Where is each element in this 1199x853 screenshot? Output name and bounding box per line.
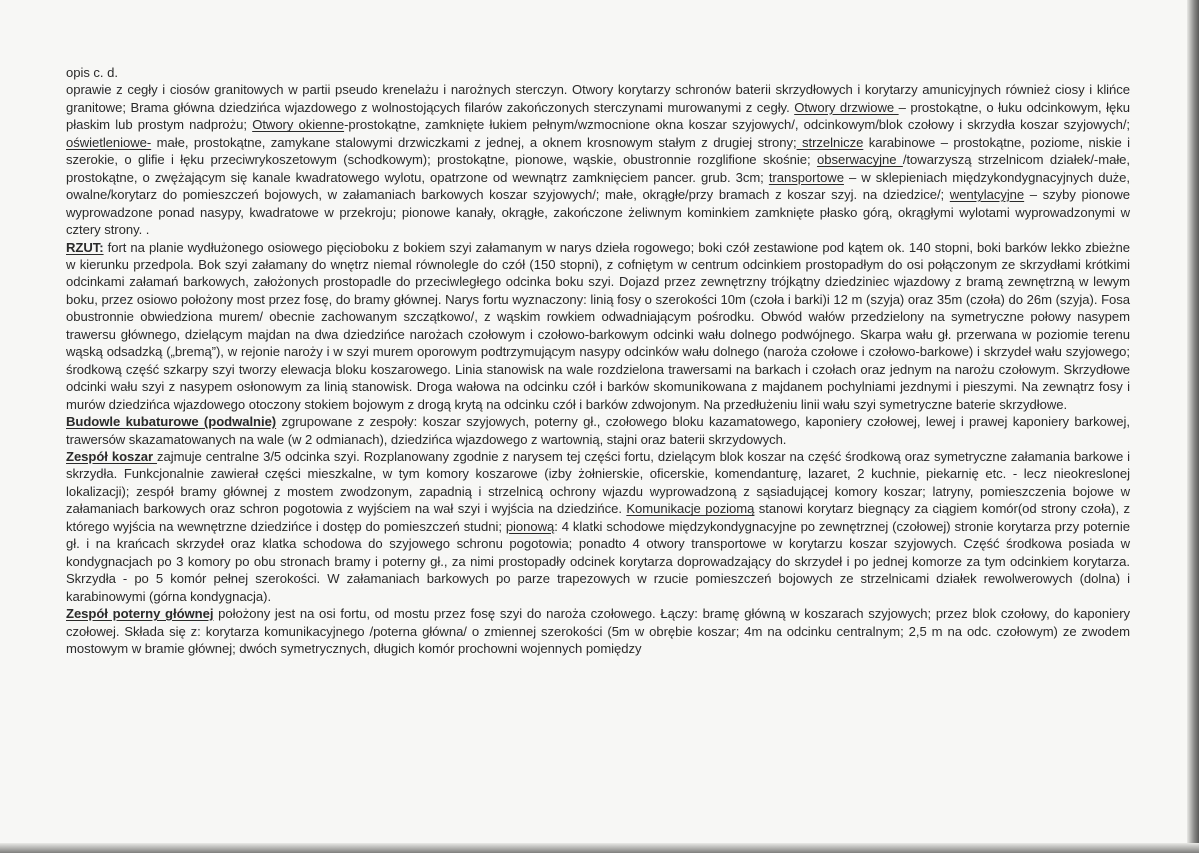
scan-edge-right [1187,0,1199,853]
text-run: stanowi korytarz biegnący za ciągiem komór(od strony czoła), z którego wyjścia na wewnętrzne dziedzińce i dostęp do pomieszczeń studni; [66,501,1130,534]
page-heading: opis c. d. [66,65,118,80]
text-run: – szyby pionowe wyprowadzone ponad nasypy, kwadratowe w przekroju; pionowe kanały, okrągłe, zakończone żeliwnym kominkiem zamknięte płasko górą, okrągłymi wylotami wyprowadzonymi w cztery strony. . [66,187,1130,238]
term-lighting-openings: oświetleniowe- [66,134,152,150]
text-run: -prostokątne, zamknięte łukiem pełnym/wzmocnione okna koszar szyjowych/, odcinkowym/blok czołowy i skrzydła koszar szyjowych/; [344,117,1130,133]
document-page [66,64,1130,657]
text-run: małe, prostokątne, zamykane stalowymi drzwiczkami z jednej, a oknem krosnowym stałym z drugiej strony; [151,134,797,150]
text-run: zgrupowane z zespoły: koszar szyjowych, poterny gł., czołowego bloku kazamatowego, kaponiery czołowej, lewej i prawej kaponiery barkowej, trawersów skazamatowanych na wale (w 2 odmianach), dziedzińca wjazdowego z wartownią, stajni oraz baterii skrzydowych. [66,414,1130,447]
text-run: : 4 klatki schodowe międzykondygnacyjne po zewnętrznej (czołowej) stronie korytarza przy poternie gł. i na krańcach skrzydeł oraz klatka schodowa do szyjowego schronu pogotowia; ponadto 4 otwory transportowe w korytarzu koszar szyjowych. Część środkowa posiada w kondygnacjach po 3 komory po obu stronach bramy i poterny gł., za nimi prostopadły odcinek korytarza doprowadzający do skrzydeł i po jednej komorze za tym odcinkiem korytarza. Skrzydła - po 5 komór pełnej szerokości. W załamaniach barkowych po parze trapezowych w rzucie pomieszczeń bojowych ze strzelnicami działek rewolwerowych (dolna) i karabinowymi (górna kondygnacja). [66,518,1130,604]
paragraph-postern [66,605,1130,657]
text-run: /towarzyszą strzelnicom działek/-małe, prostokątne, o zwężającym się kanale kwadratowego wylotu, opatrzone od wewnątrz zamknięciem pancer. grub. 3cm; [66,152,1131,185]
text-run: położony jest na osi fortu, od mostu przez fosę szyi do naroża czołowego. Łączy: bramę główną w koszarach szyjowych; przez blok czołowy, do kaponiery czołowej. Składa się z: korytarza komunikacyjnego /poterna główna/ o zmiennej szerokości (5m w obrębie koszar; 4m na odcinku centralnym; 2,5 m na odc. czołowym) ze zwodem mostowym w bramie głównej; dwóch symetrycznych, długich komór prochowni wojennych pomiędzy [66,606,1130,656]
section-label-barracks: Zespół koszar [66,448,157,464]
section-label-buildings: Budowle kubaturowe (podwalnie) [66,414,277,430]
text-run: karabinowe – prostokątne, poziome, niskie i szerokie, o glifie i łęku przeciwrykoszetowym (schodkowym); prostokątne, pionowe, wąskie, obustronnie rozglifione skośnie; [66,134,1130,168]
paragraph-barracks [66,448,1130,605]
term-observation: obserwacyjne [817,152,903,168]
text-run: zajmuje centralne 3/5 odcinka szyi. Rozplanowany zgodnie z narysem tej części fortu, dzielącym blok koszar na część środkową oraz symetryczne załamania barkowe i skrzydła. Funkcjonalnie zawierał części mieszkalne, w tym komory koszarowe (izby żołnierskie, oficerskie, komendanturę, lazaret, 2 kuchnie, piekarnię etc. - lecz nieokreslonej lokalizacji); zespół bramy głównej z mostem zwodzonym, zapadnią i strzelnicą ochrony wjazdu wyprowadzoną z sąsiadującej komory koszar; latryny, pomieszczenia bojowe w załamaniach barkowych oraz schron pogotowia z wyjściem na wał szyi i wyjścia na dziedzińce. [66,448,1130,517]
section-label-postern: Zespół poterny głównej [66,606,214,622]
term-loopholes: strzelnicze [796,134,864,150]
paragraph-plan [66,239,1130,414]
text-run: – w sklepieniach międzykondygnacyjnych duże, owalne/korytarz do pomieszczeń bojowych, w załamaniach barkowych koszar szyjowych/; małe, okrągłe/przy bramach z koszar szyj. na dziedzice/; [66,169,1130,203]
term-ventilation: wentylacyjne [949,187,1025,203]
text-run: oprawie z cegły i ciosów granitowych w partii pseudo krenelażu i narożnych sterczyn. Otwory korytarzy schronów baterii skrzydłowych i korytarzy amunicyjnych również ciosy i klińce granitowe; Brama główna dziedzińca wjazdowego z wolnostojących filarów zakończonych sterczynami murowanymi z cegły. [66,82,1130,115]
term-horizontal-communication: Komunikacje poziomą [626,501,755,517]
paragraph-openings [66,81,1130,238]
term-transport: transportowe [768,169,844,185]
scan-edge-bottom [0,843,1199,853]
term-vertical-communication: pionową [505,518,555,534]
term-window-openings: Otwory okienne [252,117,345,133]
section-label-plan: RZUT: [66,239,104,255]
text-run: – prostokątne, o łuku odcinkowym, łęku płaskim lub prostym nadprożu; [66,99,1130,133]
paragraph-buildings [66,413,1130,448]
term-door-openings: Otwory drzwiowe [794,99,899,115]
text-run: fort na planie wydłużonego osiowego pięcioboku z bokiem szyi załamanym w narys dzieła rogowego; boki czół zestawione pod kątem ok. 140 stopni, boki barków lekko zbieżne w kierunku przedpola. Bok szyi załamany do wnętrz niemal równolegle do czół (150 stopni), z cofniętym w centrum odcinkiem prostopadłym do osi połączonym ze skrzydłami krótkimi odcinkami załamań barkowych, założonych prostopadle do przeciwległego odcinka boku szyi. Dojazd przez zewnętrzny trójkątny dziedziniec wjazdowy z bramą zewnętrzną w lewym boku, przez osiowo położony most przez fosę, do bramy głównej. Narys fortu wyznaczony: linią fosy o szerokości 10m (czoła i barki)i 12 m (szyja) oraz 35m (czoła) do 26m (szyja). Fosa obustronnie obwiedziona murem/ obecnie zachowanym szczątkowo/, z wąskim rowkiem odwadniającym pośrodku. Obwód wałów przedzielony na symetryczne połowy nasypem trawersu głównego, dzielącym majdan na dwa dziedzińce narożach czołowym i czołowo-barkowym odcinki wału dolnego podwójnego. Skarpa wału gł. przerwana w poziomie terenu wąską odsadzką („bremą”), w rejonie naroży i w szyi murem oporowym podtrzymującym nasypy odcinków wału dolnego (naroża czołowe i czołowo-barkowe) i skrzydeł wału szyjowego; środkową część szkarpy szyi tworzy elewacja bloku koszarowego. Linia stanowisk na wale rozdzielona trawersami na barkach i czołach oraz jednym na narożu czołowym. Skrzydłowe odcinki wału szyi z nasypem osłonowym za linią stanowisk. Droga wałowa na odcinku czół i barków skomunikowana z majdanem pochylniami jezdnymi i pieszymi. Na zewnątrz fosy i murów dziedzińca wjazdowego otoczony stokiem bojowym z drogą krytą na odcinku czół i barków zdwojonym. Na przedłużeniu linii wału szyi symetryczne baterie skrzydłowe. [66,239,1130,412]
